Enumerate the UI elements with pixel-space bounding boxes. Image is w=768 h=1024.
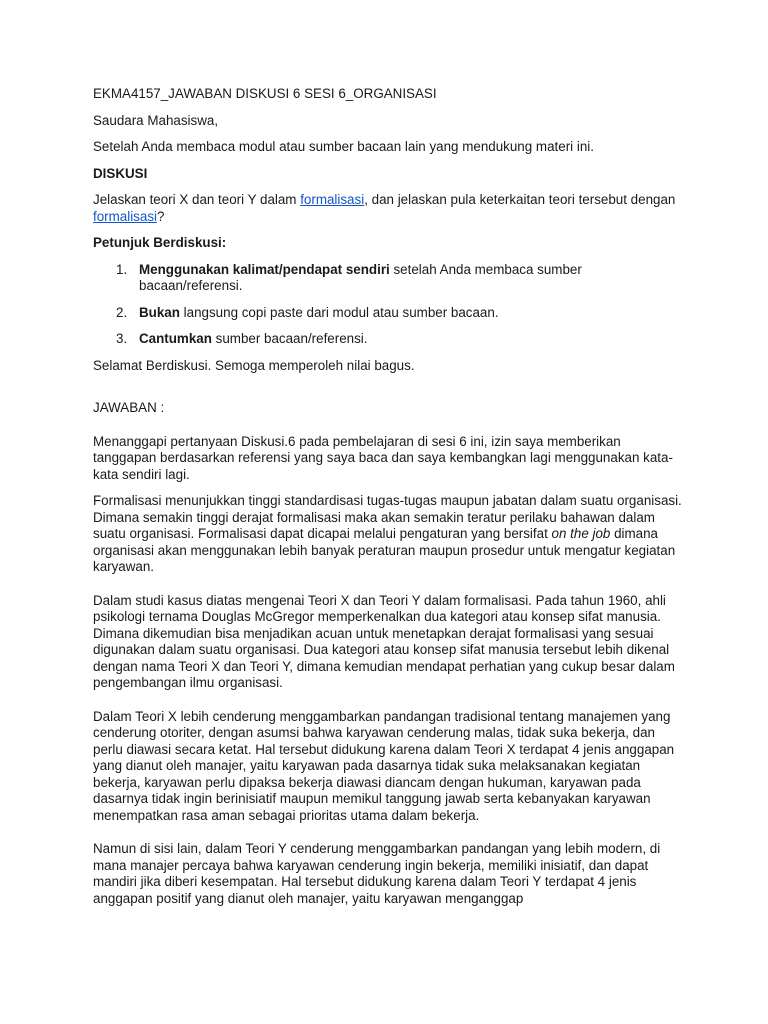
document-page xyxy=(93,86,683,917)
question-text-part2: , dan jelaskan pula keterkaitan teori tersebut dengan xyxy=(364,192,676,207)
guide-item xyxy=(93,331,683,348)
guide-list xyxy=(93,262,683,348)
intro-text: Setelah Anda membaca modul atau sumber bacaan lain yang mendukung materi ini. xyxy=(93,139,594,154)
guide-item-text: sumber bacaan/referensi. xyxy=(211,331,368,346)
guide-heading: Petunjuk Berdiskusi: xyxy=(93,235,227,250)
closing-text: Selamat Berdiskusi. Semoga memperoleh nilai bagus. xyxy=(93,357,415,373)
guide-item-text: setelah Anda membaca sumber bacaan/referensi. xyxy=(139,261,582,293)
question-text-part3: ? xyxy=(157,208,165,224)
section-heading-diskusi: DISKUSI xyxy=(93,165,148,181)
answer-paragraph-5: Namun di sisi lain, dalam Teori Y cenderung menggambarkan pandangan yang lebih modern, di mana manajer percaya bahwa karyawan cenderung ingin bekerja, memiliki inisiatif, dan dapat mandiri jika diberi kesempatan. Hal tersebut didukung karena dalam Teori Y terdapat 4 jenis anggapan positif yang dianut oleh manajer, yaitu karyawan menganggap xyxy=(93,841,661,906)
answer-paragraph-2-part1: Formalisasi menunjukkan tinggi standardisasi tugas-tugas maupun jabatan dalam suatu organisasi. Dimana semakin tinggi derajat formalisasi maka akan semakin teratur perilaku bahawan dalam suatu organisasi. Formalisasi dapat dicapai melalui pengaturan yang bersifat xyxy=(93,493,682,541)
guide-item-text: langsung copi paste dari modul atau sumber bacaan. xyxy=(179,304,499,320)
guide-item-number: 1. xyxy=(116,261,128,277)
guide-item-bold: Bukan xyxy=(139,304,180,320)
answer-paragraph-1: Menanggapi pertanyaan Diskusi.6 pada pembelajaran di sesi 6 ini, izin saya memberikan tanggapan berdasarkan referensi yang saya baca dan saya kembangkan lagi menggunakan kata-kata sendiri lagi. xyxy=(93,433,673,482)
answer-paragraph-2-italic: on the job xyxy=(551,526,611,541)
answer-paragraph-4: Dalam Teori X lebih cenderung menggambarkan pandangan tradisional tentang manajemen yang cenderung otoriter, dengan asumsi bahwa karyawan cenderung malas, tidak suka bekerja, dan perlu diawasi secara ketat. Hal tersebut didukung karena dalam Teori X terdapat 4 jenis anggapan yang dianut oleh manajer, yaitu karyawan pada dasarnya tidak suka melaksanakan kegiatan bekerja, karyawan perlu dipaksa bekerja diawasi diancam dengan hukuman, karyawan pada dasarnya tidak ingin berinisiatif maupun memikul tanggung jawab serta kebanyakan karyawan menempatkan rasa aman sebagai prioritas utama dalam bekerja. xyxy=(93,708,675,823)
answer-paragraph-2 xyxy=(93,493,683,576)
answer-paragraph-3: Dalam studi kasus diatas mengenai Teori X dan Teori Y dalam formalisasi. Pada tahun 1960, ahli psikologi ternama Douglas McGregor memperkenalkan dua kategori atau konsep sifat manusia. Dimana dikemudian bisa menjadikan acuan untuk menetapkan derajat formalisasi yang sesuai digunakan dalam suatu organisasi. Dua kategori atau konsep sifat manusia tersebut lebih dikenal dengan nama Teori X dan Teori Y, dimana kemudian mendapat perhatian yang cukup besar dalam pengembangan ilmu organisasi. xyxy=(93,592,675,690)
guide-item-bold: Menggunakan kalimat/pendapat sendiri xyxy=(139,261,390,277)
guide-item xyxy=(93,262,683,295)
formalisasi-link-2[interactable]: formalisasi xyxy=(93,208,157,224)
question-text-part1: Jelaskan teori X dan teori Y dalam xyxy=(93,192,301,207)
answer-paragraph-2-part2: dimana organisasi akan menggunakan lebih banyak peraturan maupun prosedur untuk mengatur kegiatan karyawan. xyxy=(93,526,676,574)
discussion-question xyxy=(93,192,683,225)
guide-item-number: 3. xyxy=(116,331,128,346)
formalisasi-link-1[interactable]: formalisasi xyxy=(300,192,365,207)
guide-item-number: 2. xyxy=(116,304,128,320)
document-title: EKMA4157_JAWABAN DISKUSI 6 SESI 6_ORGANISASI xyxy=(93,86,437,101)
answer-heading: JAWABAN : xyxy=(93,400,165,415)
guide-item-bold: Cantumkan xyxy=(139,331,212,346)
guide-item xyxy=(93,305,683,322)
salutation: Saudara Mahasiswa, xyxy=(93,112,219,128)
